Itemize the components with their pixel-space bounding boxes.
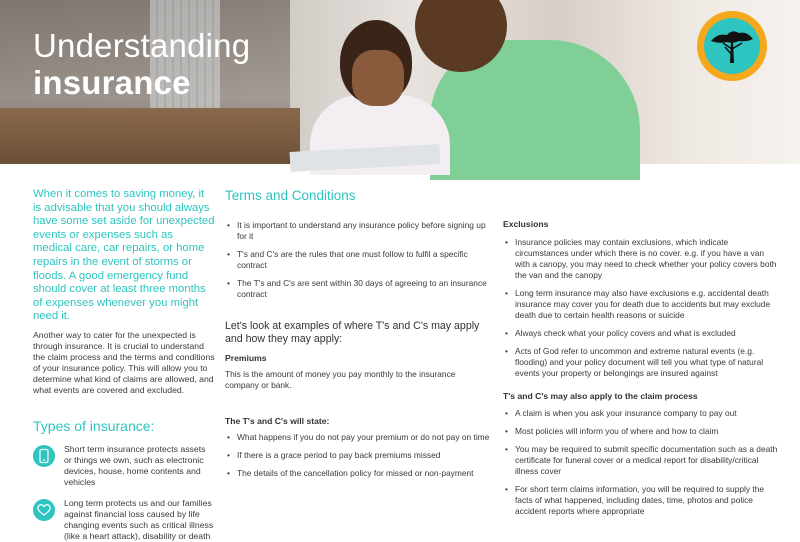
hero-sofa: [0, 108, 300, 164]
list-item: • Always check what your policy covers and what is excluded: [503, 328, 778, 339]
list-item: • The T's and C's are sent within 30 days of agreeing to an insurance contract: [225, 278, 490, 300]
list-item: • Most policies will inform you of where and how to claim: [503, 426, 778, 437]
premiums-heading: Premiums: [225, 353, 267, 363]
exclusions-list: [503, 237, 778, 379]
claim-process-heading: T's and C's may also apply to the claim process: [503, 391, 698, 401]
brand-logo: [697, 11, 767, 81]
list-item: • The details of the cancellation policy for missed or non-payment: [225, 468, 490, 479]
list-item: • Insurance policies may contain exclusions, which indicate circumstances under which there is no cover. e.g. if you have a van with a canopy, you may need to check whether your policy covers both the van and the canopy: [503, 237, 778, 281]
acacia-tree-icon: [697, 11, 767, 81]
hero-photo-girl-face: [352, 50, 404, 106]
list-item: • What happens if you do not pay your premium or do not pay on time: [225, 432, 490, 443]
tcs-state-heading: The T's and C's will state:: [225, 416, 330, 426]
intro-body: Another way to cater for the unexpected is through insurance. It is crucial to understand the claim process and the terms and conditions of your insurance policy. This will allow you to determine what kind of claims are allowed, and what events are covered and excluded.: [33, 329, 215, 395]
terms-list: [225, 220, 490, 300]
type-long-term-text: Long term protects us and our families against financial loss caused by life changing events such as critical illness (like a heart attack), disability or death: [64, 497, 214, 541]
exclusions-heading: Exclusions: [503, 219, 549, 229]
page-title: [33, 28, 250, 102]
examples-heading: Let's look at examples of where T's and C's may apply and how they may apply:: [225, 320, 480, 345]
claim-process-list: [503, 408, 778, 517]
terms-heading: Terms and Conditions: [225, 188, 356, 203]
tcs-state-list: [225, 432, 490, 479]
terms-column: [225, 188, 490, 486]
list-item: • T's and C's are the rules that one must follow to fulfil a specific contract: [225, 249, 490, 271]
list-item: • You may be required to submit specific documentation such as a death certificate for funeral cover or a medical report for disability/critical illness cover: [503, 444, 778, 477]
types-heading: Types of insurance:: [33, 417, 155, 434]
list-item: • If there is a grace period to pay back premiums missed: [225, 450, 490, 461]
heart-icon: [33, 499, 55, 521]
page-title-line1: Understanding: [33, 27, 251, 64]
phone-icon: [33, 445, 55, 467]
list-item: • Acts of God refer to uncommon and extreme natural events (e.g. flooding) and your policy document will tell you what type of natural events your property or belongings are insured against: [503, 346, 778, 379]
list-item: • A claim is when you ask your insurance company to pay out: [503, 408, 778, 419]
list-item: • For short term claims information, you will be required to supply the facts of what happened, including dates, time, photos and police accident reports where appropriate: [503, 484, 778, 517]
intro-column: [33, 188, 215, 542]
page-title-line2: insurance: [33, 64, 191, 101]
list-item: • Long term insurance may also have exclusions e.g. accidental death insurance may cover you for death due to accidents but may exclude death due to certain health reasons or suicide: [503, 288, 778, 321]
type-item-long-term: [33, 498, 215, 542]
intro-lead: When it comes to saving money, it is advisable that you should always have some set aside for unexpected events or expenses such as medical care, car repairs, or home repairs in the event of storms or floods. A good emergency fund should cover at least three months of expenses whenever you might need it.: [33, 188, 215, 323]
list-item: • It is important to understand any insurance policy before signing up for it: [225, 220, 490, 242]
exclusions-column: [503, 219, 778, 524]
type-item-short-term: [33, 444, 215, 488]
hero-banner: [0, 0, 800, 164]
premiums-text: This is the amount of money you pay monthly to the insurance company or bank.: [225, 369, 456, 390]
type-short-term-text: Short term insurance protects assets or things we own, such as electronic devices, house, home contents and vehicles: [64, 443, 206, 487]
